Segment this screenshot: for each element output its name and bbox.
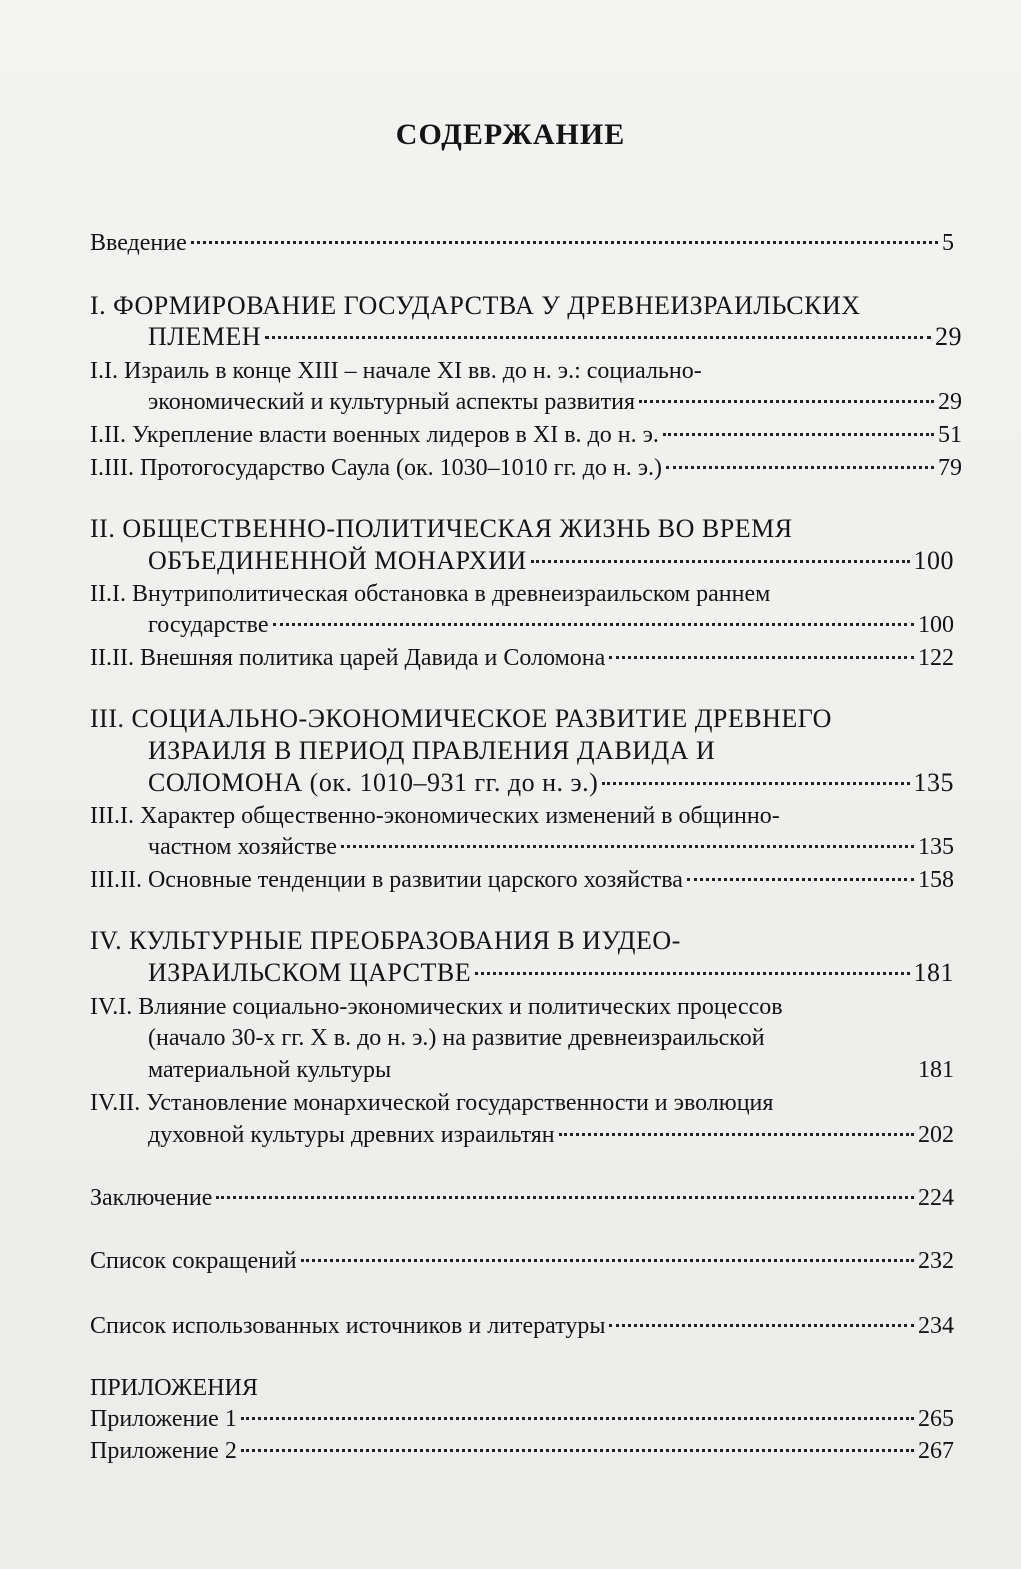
entry-label: I.III. Протогосударство Саула (ок. 1030–1010 гг. до н. э.)	[90, 455, 662, 481]
entry-label: ПЛЕМЕН	[148, 322, 262, 351]
toc-entry-section-1-3	[90, 453, 962, 483]
entry-label: Список сокращений	[90, 1248, 297, 1274]
page-number: 51	[938, 422, 962, 448]
dot-leader	[609, 1322, 914, 1327]
dot-leader	[265, 334, 931, 339]
dot-leader	[602, 780, 909, 785]
toc-entry-abbreviations	[90, 1246, 954, 1276]
entry-label: духовной культуры древних израильтян	[148, 1122, 555, 1148]
page-number: 202	[918, 1122, 954, 1148]
toc-entry-conclusion	[90, 1183, 954, 1213]
section-2-1-line-1: II.I. Внутриполитическая обстановка в древнеизраильском раннем	[90, 581, 771, 607]
entry-label: Введение	[90, 230, 187, 256]
page-number: 181	[918, 1057, 954, 1083]
toc-entry-sources	[90, 1311, 954, 1341]
entry-label: Заключение	[90, 1185, 213, 1211]
dot-leader	[191, 239, 938, 244]
page-number: 29	[938, 389, 962, 415]
section-4-2-line-1: IV.II. Установление монархической государственности и эволюция	[90, 1090, 774, 1116]
entry-label: I.II. Укрепление власти военных лидеров в XI в. до н. э.	[90, 422, 659, 448]
chapter-4-title-line-1: IV. КУЛЬТУРНЫЕ ПРЕОБРАЗОВАНИЯ В ИУДЕО-	[90, 926, 681, 955]
toc-entry-chapter-1	[148, 322, 962, 352]
chapter-3-title-line-1: III. СОЦИАЛЬНО-ЭКОНОМИЧЕСКОЕ РАЗВИТИЕ ДРЕВНЕГО	[90, 704, 832, 733]
dot-leader	[531, 558, 910, 563]
entry-label: Приложение 2	[90, 1438, 237, 1464]
toc-entry-section-3-1	[148, 832, 954, 862]
entry-label: экономический и культурный аспекты развития	[148, 389, 636, 415]
entry-label: Приложение 1	[90, 1406, 237, 1432]
page-number: 267	[918, 1438, 954, 1464]
toc-entry-chapter-4	[148, 958, 954, 988]
dot-leader	[341, 843, 914, 848]
dot-leader	[395, 1066, 914, 1071]
dot-leader	[475, 970, 909, 975]
section-3-1-line-1: III.I. Характер общественно-экономических изменений в общинно-	[90, 803, 780, 829]
chapter-3-title-line-2: ИЗРАИЛЯ В ПЕРИОД ПРАВЛЕНИЯ ДАВИДА И	[148, 736, 716, 765]
toc-entry-section-1-1	[148, 387, 962, 417]
toc-entry-chapter-2	[148, 546, 954, 576]
entry-label: государстве	[148, 612, 269, 638]
entry-label: Список использованных источников и литературы	[90, 1313, 606, 1339]
dot-leader	[273, 621, 914, 626]
page-number: 135	[913, 768, 954, 797]
page-number: 224	[918, 1185, 954, 1211]
page-number: 265	[918, 1406, 954, 1432]
dot-leader	[687, 876, 914, 881]
page-number: 122	[918, 645, 954, 671]
dot-leader	[559, 1131, 914, 1136]
page-number: 29	[935, 322, 962, 351]
toc-entry-appendix-2	[90, 1436, 954, 1466]
page-title: СОДЕРЖАНИЕ	[395, 118, 626, 151]
entry-label: ОБЪЕДИНЕННОЙ МОНАРХИИ	[148, 546, 527, 575]
page-number: 181	[913, 958, 954, 987]
toc-entry-section-4-1	[148, 1055, 954, 1085]
page-number: 5	[942, 230, 954, 256]
toc-entry-chapter-3	[148, 768, 954, 798]
entry-label: частном хозяйстве	[148, 834, 337, 860]
page-number: 100	[913, 546, 954, 575]
chapter-1-title-line-1: I. ФОРМИРОВАНИЕ ГОСУДАРСТВА У ДРЕВНЕИЗРАИЛЬСКИХ	[90, 291, 861, 320]
toc-entry-section-2-1	[148, 610, 954, 640]
dot-leader	[663, 431, 934, 436]
chapter-2-title-line-1: II. ОБЩЕСТВЕННО-ПОЛИТИЧЕСКАЯ ЖИЗНЬ ВО ВРЕМЯ	[90, 514, 793, 543]
section-1-1-line-1: I.I. Израиль в конце XIII – начале XI вв. до н. э.: социально-	[90, 358, 702, 384]
dot-leader	[666, 464, 934, 469]
page-number: 135	[918, 834, 954, 860]
section-4-1-line-2: (начало 30-х гг. X в. до н. э.) на развитие древнеизраильской	[148, 1025, 765, 1051]
toc-entry-section-1-2	[90, 420, 962, 450]
page-number: 100	[918, 612, 954, 638]
page-number: 158	[918, 867, 954, 893]
entry-label: СОЛОМОНА (ок. 1010–931 гг. до н. э.)	[148, 768, 599, 797]
dot-leader	[609, 654, 914, 659]
dot-leader	[241, 1447, 914, 1452]
toc-entry-section-4-2	[148, 1120, 954, 1150]
dot-leader	[216, 1194, 914, 1199]
toc-entry-appendix-1	[90, 1404, 954, 1434]
page-number: 232	[918, 1248, 954, 1274]
dot-leader	[639, 398, 934, 403]
toc-entry-section-3-2	[90, 865, 954, 895]
page-number: 234	[918, 1313, 954, 1339]
section-4-1-line-1: IV.I. Влияние социально-экономических и политических процессов	[90, 994, 783, 1020]
entry-label: материальной культуры	[148, 1057, 392, 1083]
entry-label: III.II. Основные тенденции в развитии царского хозяйства	[90, 867, 683, 893]
toc-entry-intro	[90, 228, 954, 258]
dot-leader	[301, 1257, 914, 1262]
appendices-heading: ПРИЛОЖЕНИЯ	[90, 1375, 258, 1401]
entry-label: II.II. Внешняя политика царей Давида и Соломона	[90, 645, 606, 671]
page-number: 79	[938, 455, 962, 481]
entry-label: ИЗРАИЛЬСКОМ ЦАРСТВЕ	[148, 958, 472, 987]
toc-entry-section-2-2	[90, 643, 954, 673]
dot-leader	[241, 1415, 914, 1420]
